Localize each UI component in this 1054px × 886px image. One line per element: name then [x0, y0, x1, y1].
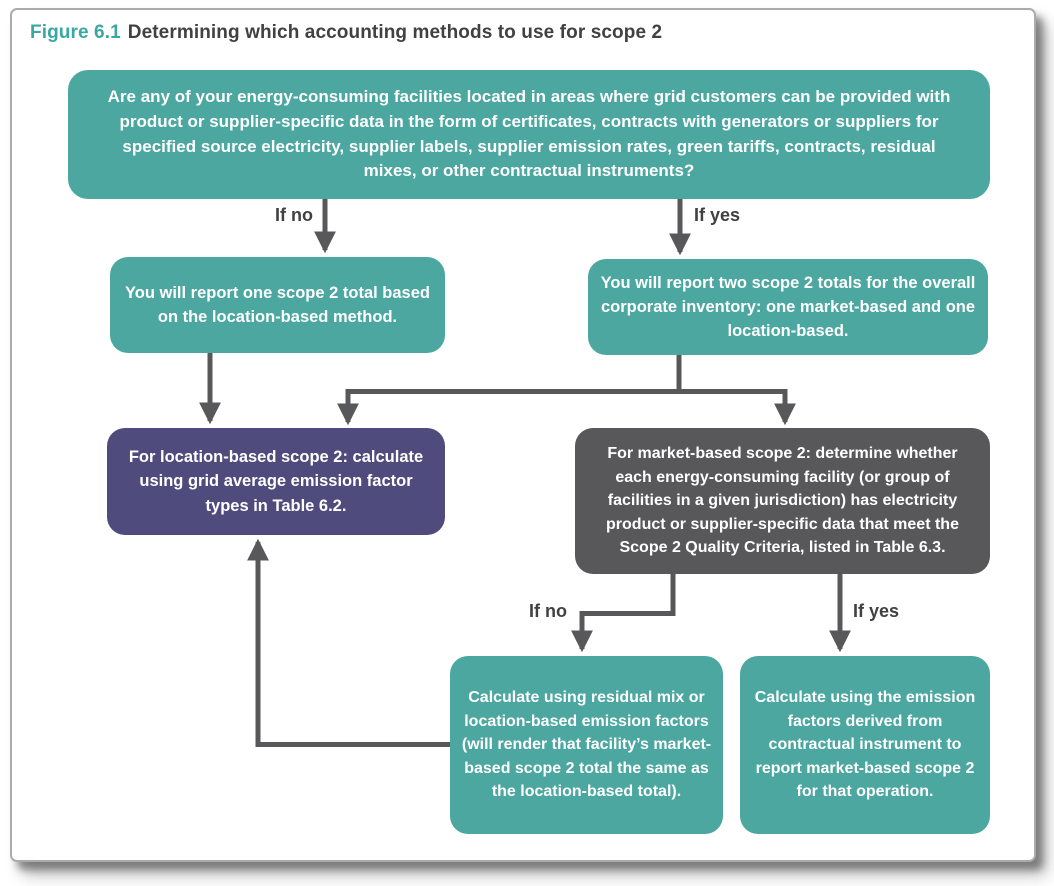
edge-label-if-no-top: If no	[275, 205, 313, 225]
arrow-market-to-residual	[582, 572, 673, 649]
node-market-based-text: For market-based scope 2: determine whether each energy-consuming facility (or group of facilities in a given jurisdiction) has electricity product or supplier-specific data that meet the Scope 2 Quality Criteria, listed in Table 6.3.	[606, 445, 959, 557]
node-report-one-text: You will report one scope 2 total based on the location-based method.	[124, 283, 430, 326]
node-question	[68, 70, 990, 199]
node-report-two-text: You will report two scope 2 totals for the overall corporate inventory: one market-based and one location-based.	[600, 273, 976, 341]
node-location-based-text: For location-based scope 2: calculate using grid average emission factor types in Table 6.2.	[128, 448, 424, 515]
node-residual-mix-text: Calculate using residual mix or location-based emission factors (will render that facility’s market-based scope 2 total the same as the location-based total).	[461, 689, 712, 801]
edge-label-if-yes-top: If yes	[694, 205, 741, 225]
node-residual-mix	[450, 656, 723, 834]
edge-label-if-yes-bottom: If yes	[853, 601, 900, 621]
node-market-based	[575, 428, 990, 574]
node-location-based	[107, 428, 445, 535]
figure-number: Figure 6.1	[30, 22, 121, 43]
arrow-residual-feedback-to-location	[258, 542, 452, 745]
edge-label-if-no-bottom: If no	[529, 601, 567, 621]
node-report-one-total	[110, 257, 445, 353]
figure-title: Determining which accounting methods to use for scope 2	[127, 22, 663, 43]
node-question-text: Are any of your energy-consuming facilities located in areas where grid customers can be provided with product or supplier-specific data in the form of certificates, contracts with generators or suppliers for specified source electricity, supplier labels, supplier emission rates, green tariffs, contracts, residual mixes, or other contractual instruments?	[107, 86, 951, 181]
node-report-two-totals	[588, 259, 988, 355]
node-contractual	[740, 656, 990, 834]
node-contractual-text: Calculate using the emission factors derived from contractual instrument to report market-based scope 2 for that operation.	[754, 689, 976, 801]
arrow-branch-to-location-and-market	[348, 392, 785, 423]
